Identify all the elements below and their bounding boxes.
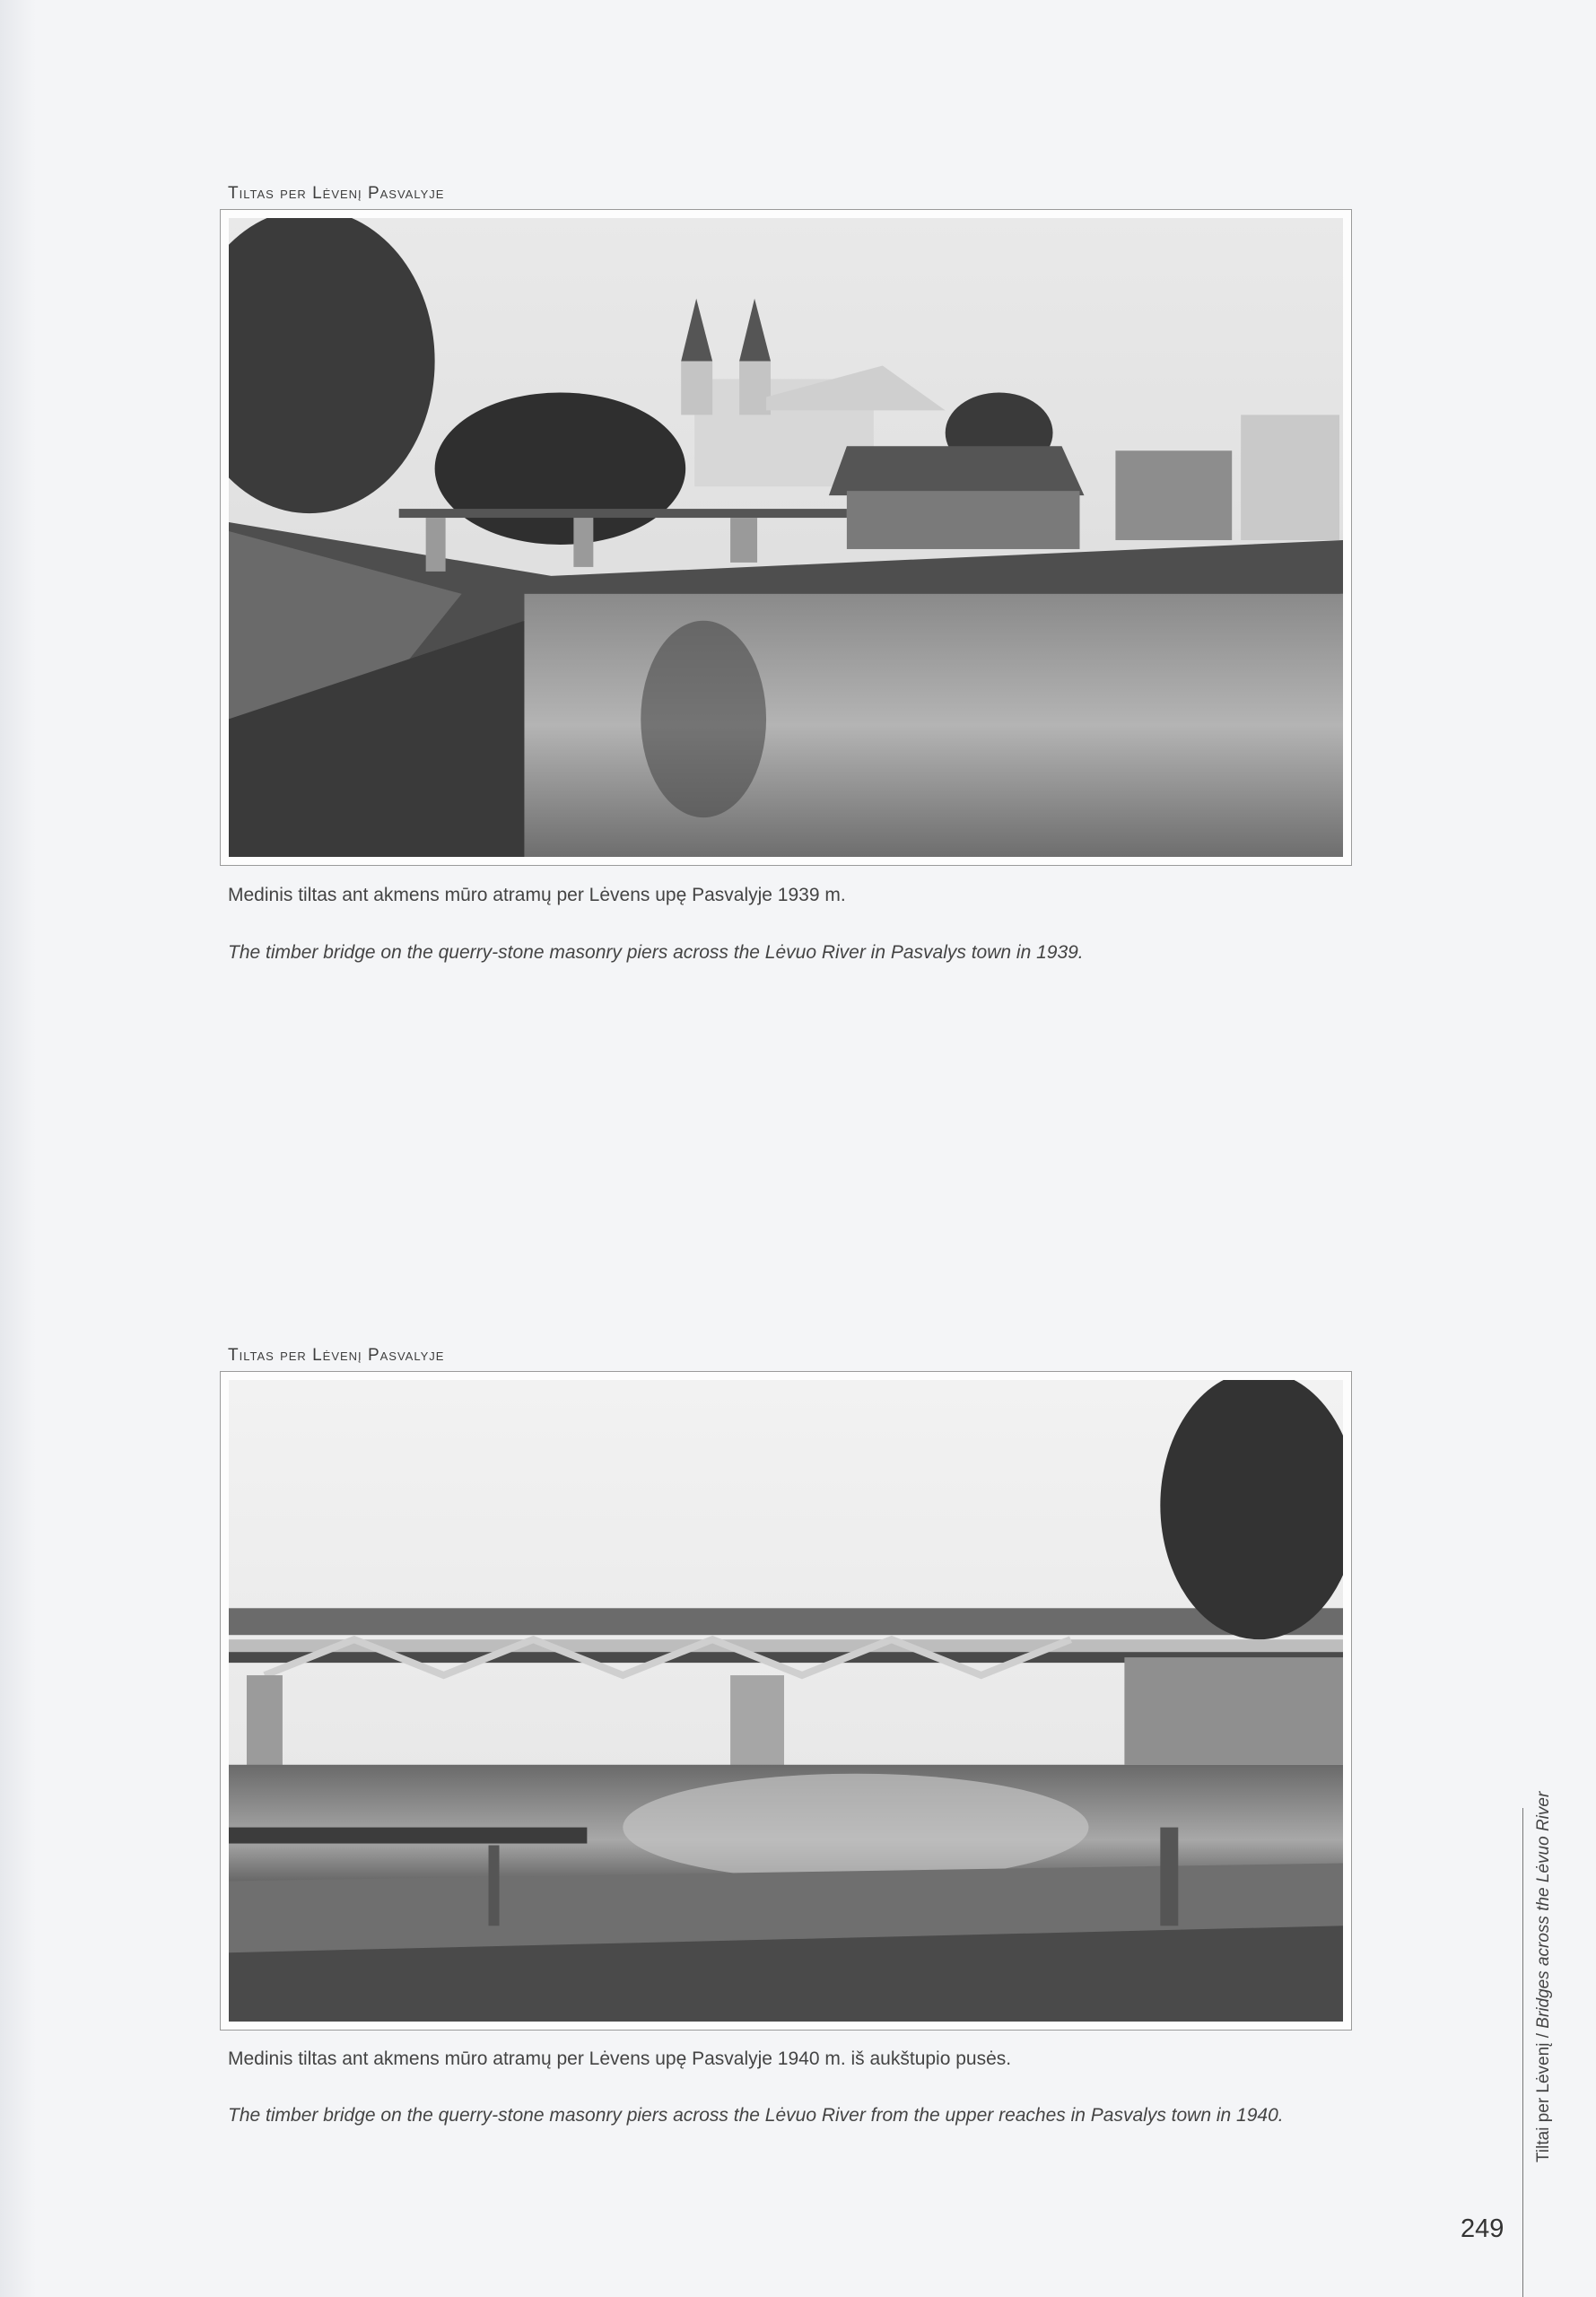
running-header-en: Bridges across the Lėvuo River xyxy=(1534,1791,1553,2029)
plate-2-photo-image xyxy=(229,1380,1343,2022)
running-header-lt: Tiltai per Lėvenį / xyxy=(1534,2028,1553,2162)
plate-2-caption-lt: Medinis tiltas ant akmens mūro atramų per Lėvens upę Pasvalyje 1940 m. iš aukštupio pusės. xyxy=(228,2048,1012,2069)
plate-1-photo xyxy=(229,218,1343,857)
plate-2-caption-en: The timber bridge on the querry-stone masonry piers across the Lėvuo River from the upper reaches in Pasvalys town in 1940. xyxy=(228,2105,1284,2126)
plate-1-caption-en: The timber bridge on the querry-stone masonry piers across the Lėvuo River in Pasvalys town in 1939. xyxy=(228,942,1084,963)
plate-1-photo-image xyxy=(229,218,1343,857)
plate-2-heading: Tiltas per Lėvenį Pasvalyje xyxy=(228,1346,445,1365)
running-header xyxy=(1534,1786,1554,2162)
plate-1-heading: Tiltas per Lėvenį Pasvalyje xyxy=(228,184,445,203)
plate-1-caption-lt: Medinis tiltas ant akmens mūro atramų per Lėvens upę Pasvalyje 1939 m. xyxy=(228,885,846,905)
plate-2-photo xyxy=(229,1380,1343,2022)
side-rule xyxy=(1522,1808,1523,2297)
plate-1-photo-frame xyxy=(220,209,1352,866)
page-number: 249 xyxy=(1461,2214,1504,2243)
page-edge-shade xyxy=(0,0,36,2297)
plate-2-photo-frame xyxy=(220,1371,1352,2031)
